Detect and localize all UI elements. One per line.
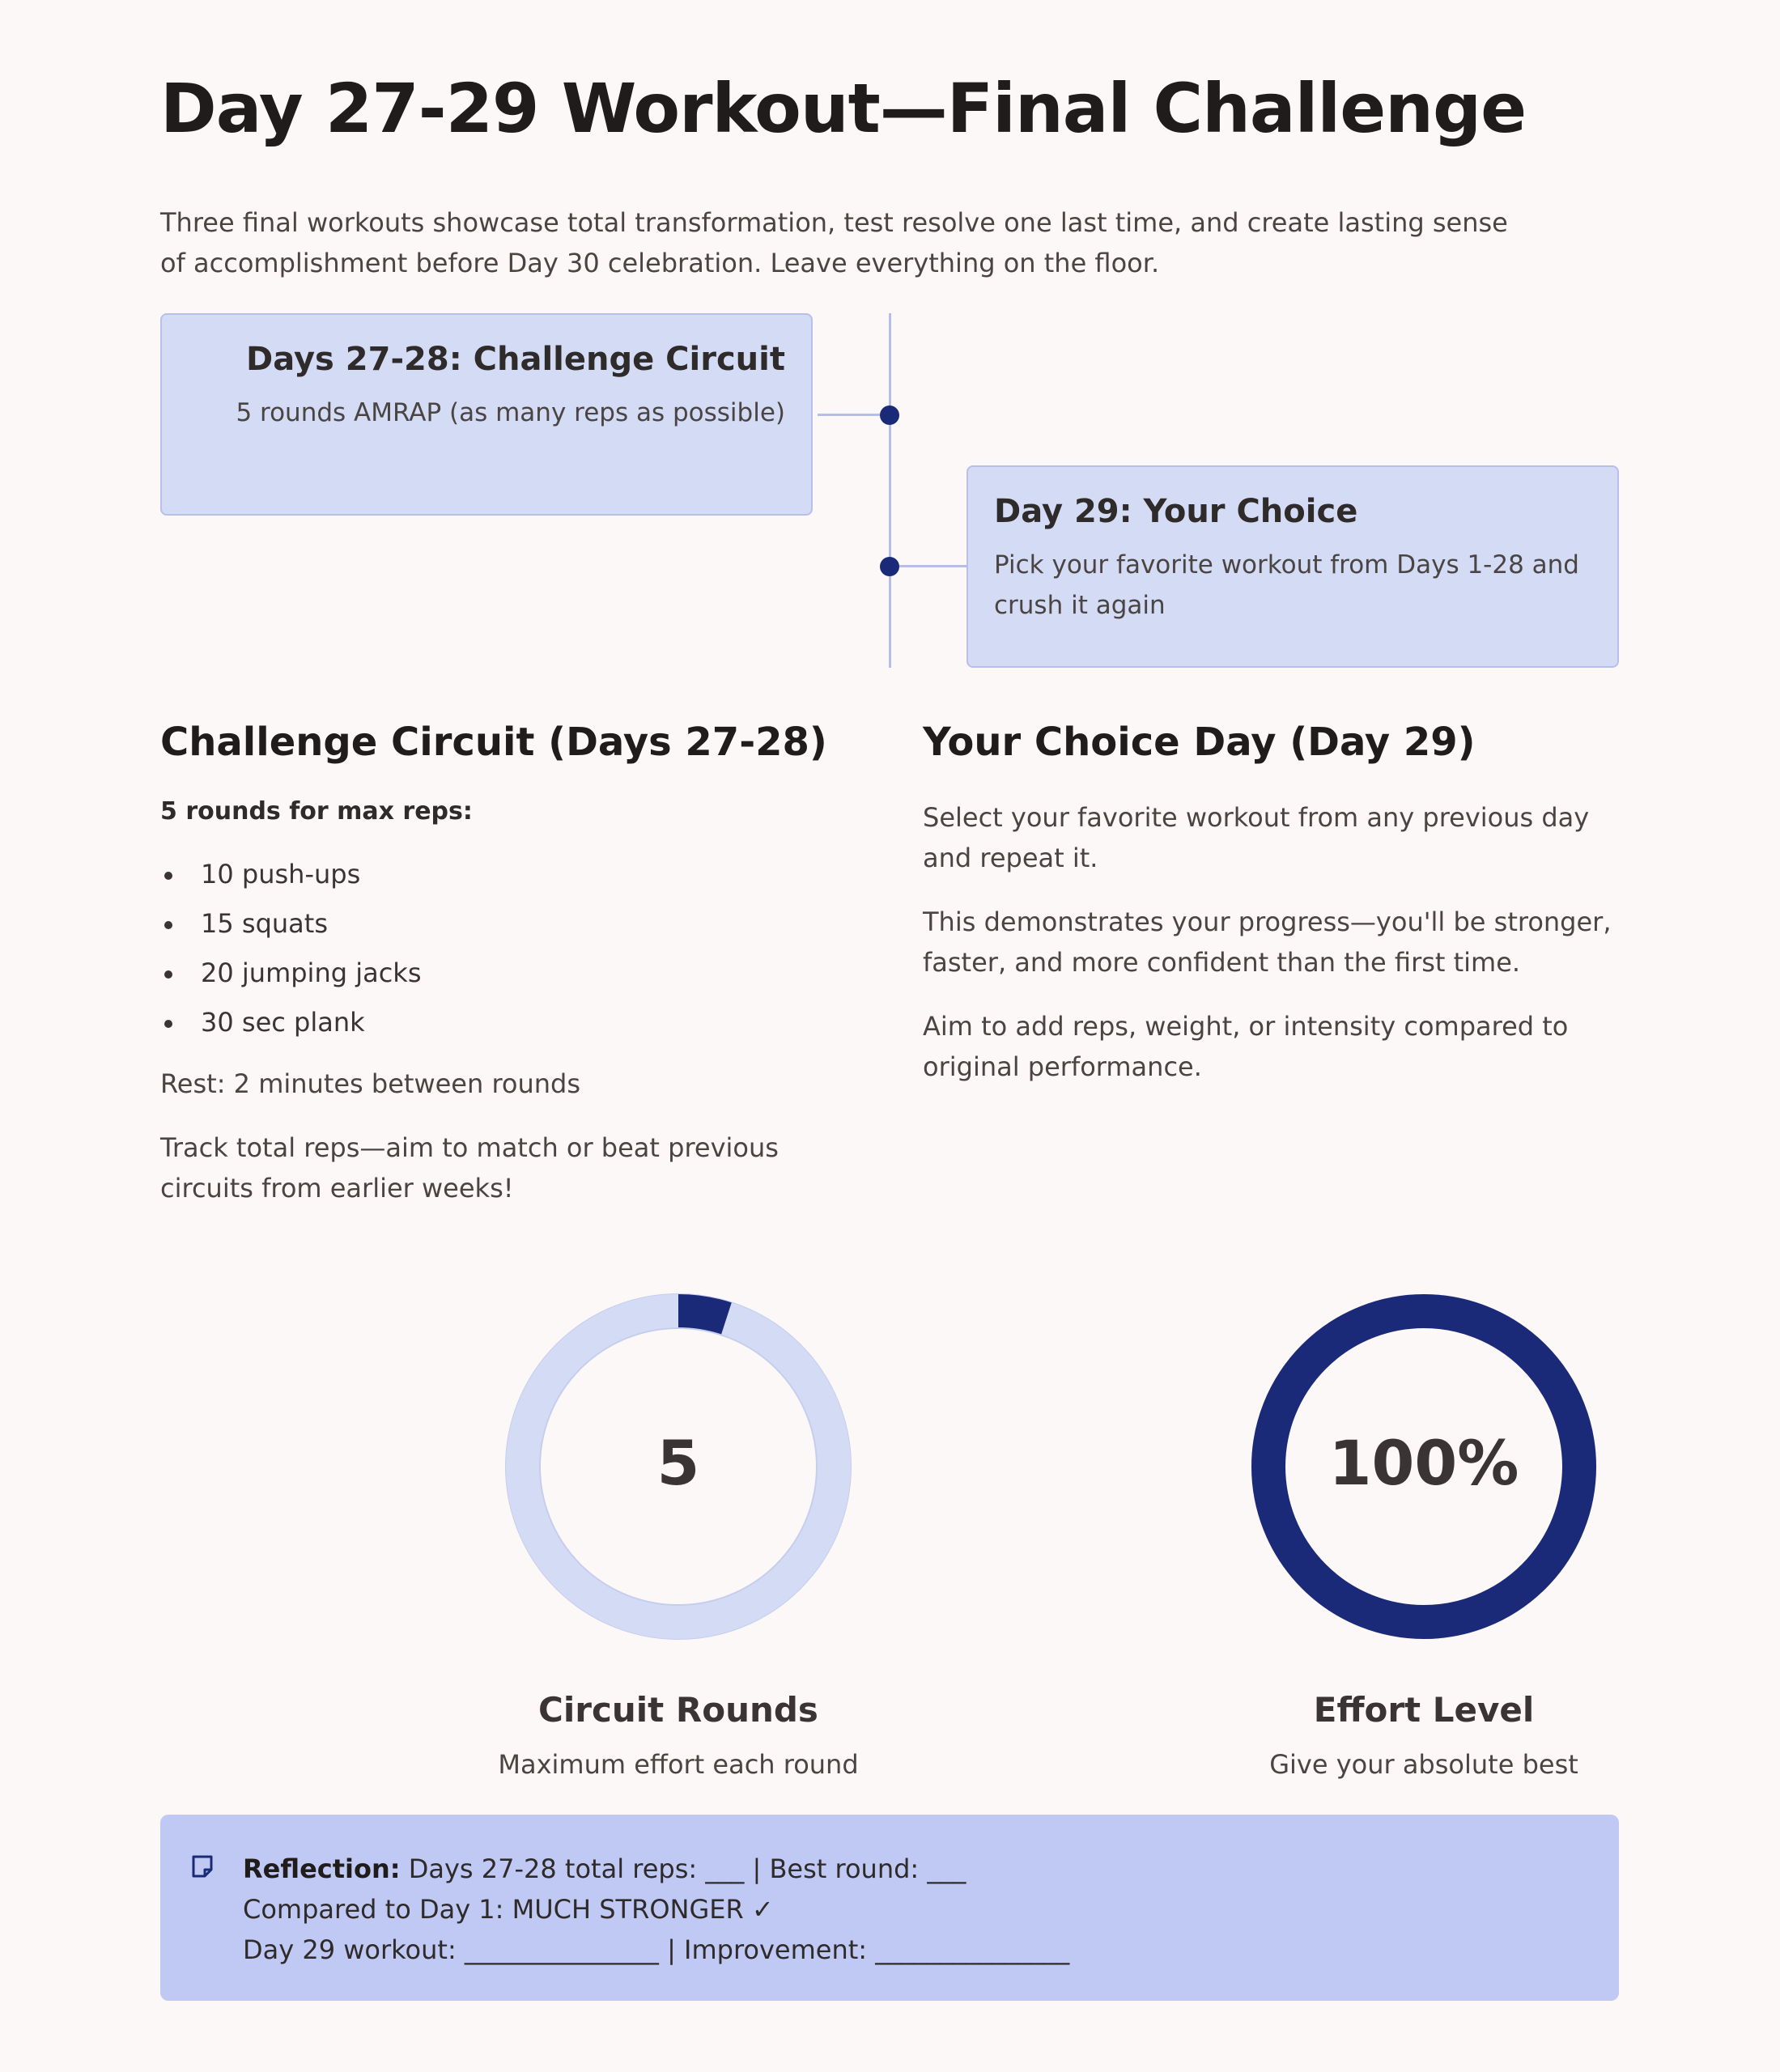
stat-title: Circuit Rounds bbox=[538, 1690, 818, 1730]
progress-ring bbox=[1230, 1272, 1618, 1661]
stat-subtitle: Maximum effort each round bbox=[498, 1749, 859, 1780]
circuit-subheading: 5 rounds for max reps: bbox=[160, 797, 473, 826]
timeline-card-title: Days 27-28: Challenge Circuit bbox=[246, 341, 785, 378]
note-icon bbox=[189, 1853, 215, 1879]
stat-subtitle: Give your absolute best bbox=[1269, 1749, 1578, 1780]
challenge-circuit-section bbox=[160, 720, 840, 1232]
progress-ring bbox=[484, 1272, 873, 1661]
rest-text: Rest: 2 minutes between rounds bbox=[160, 1068, 581, 1100]
stat-value: 5 bbox=[656, 1427, 700, 1499]
stat-title: Effort Level bbox=[1313, 1690, 1535, 1730]
stat-effort-level bbox=[1181, 1272, 1667, 1780]
reflection-line-3: Day 29 workout: _______________ | Improvement: _______________ bbox=[243, 1934, 1070, 1965]
reflection-label: Reflection: bbox=[243, 1853, 401, 1884]
timeline-connector bbox=[890, 565, 966, 567]
list-item: 20 jumping jacks bbox=[160, 949, 840, 998]
list-item: 15 squats bbox=[160, 899, 840, 949]
timeline-card-challenge bbox=[160, 313, 813, 516]
list-item: 30 sec plank bbox=[160, 998, 840, 1047]
stat-circuit-rounds bbox=[435, 1272, 921, 1780]
timeline-card-text: 5 rounds AMRAP (as many reps as possible) bbox=[236, 398, 785, 427]
choice-day-section bbox=[923, 720, 1627, 1110]
timeline-card-text: Pick your favorite workout from Days 1-28 and crush it again bbox=[994, 550, 1579, 620]
timeline-line bbox=[889, 313, 891, 668]
reflection-line-2: Compared to Day 1: MUCH STRONGER ✓ bbox=[243, 1894, 774, 1925]
exercise-list bbox=[160, 850, 840, 1047]
track-note: Track total reps—aim to match or beat previous circuits from earlier weeks! bbox=[160, 1132, 779, 1204]
page-title: Day 27-29 Workout—Final Challenge bbox=[160, 69, 1527, 148]
section-heading: Your Choice Day (Day 29) bbox=[923, 720, 1476, 765]
timeline-card-choice bbox=[966, 465, 1619, 668]
paragraph: This demonstrates your progress—you'll be stronger, faster, and more confident than the first time. bbox=[923, 906, 1612, 979]
section-heading: Challenge Circuit (Days 27-28) bbox=[160, 720, 827, 765]
reflection-box bbox=[160, 1815, 1619, 2001]
timeline-card-title: Day 29: Your Choice bbox=[994, 493, 1358, 530]
reflection-text: Days 27-28 total reps: ___ | Best round: ___ bbox=[400, 1853, 966, 1884]
list-item: 10 push-ups bbox=[160, 850, 840, 899]
timeline-dot bbox=[880, 557, 899, 576]
intro-text: Three final workouts showcase total transformation, test resolve one last time, and create lasting sense of accomplishment before Day 30 celebration. Leave everything on the floor. bbox=[160, 207, 1508, 278]
stat-value: 100% bbox=[1328, 1427, 1519, 1499]
paragraph: Select your favorite workout from any previous day and repeat it. bbox=[923, 802, 1590, 874]
timeline-dot bbox=[880, 405, 899, 425]
paragraph: Aim to add reps, weight, or intensity compared to original performance. bbox=[923, 1011, 1569, 1083]
reflection-line-1 bbox=[243, 1849, 1619, 1889]
